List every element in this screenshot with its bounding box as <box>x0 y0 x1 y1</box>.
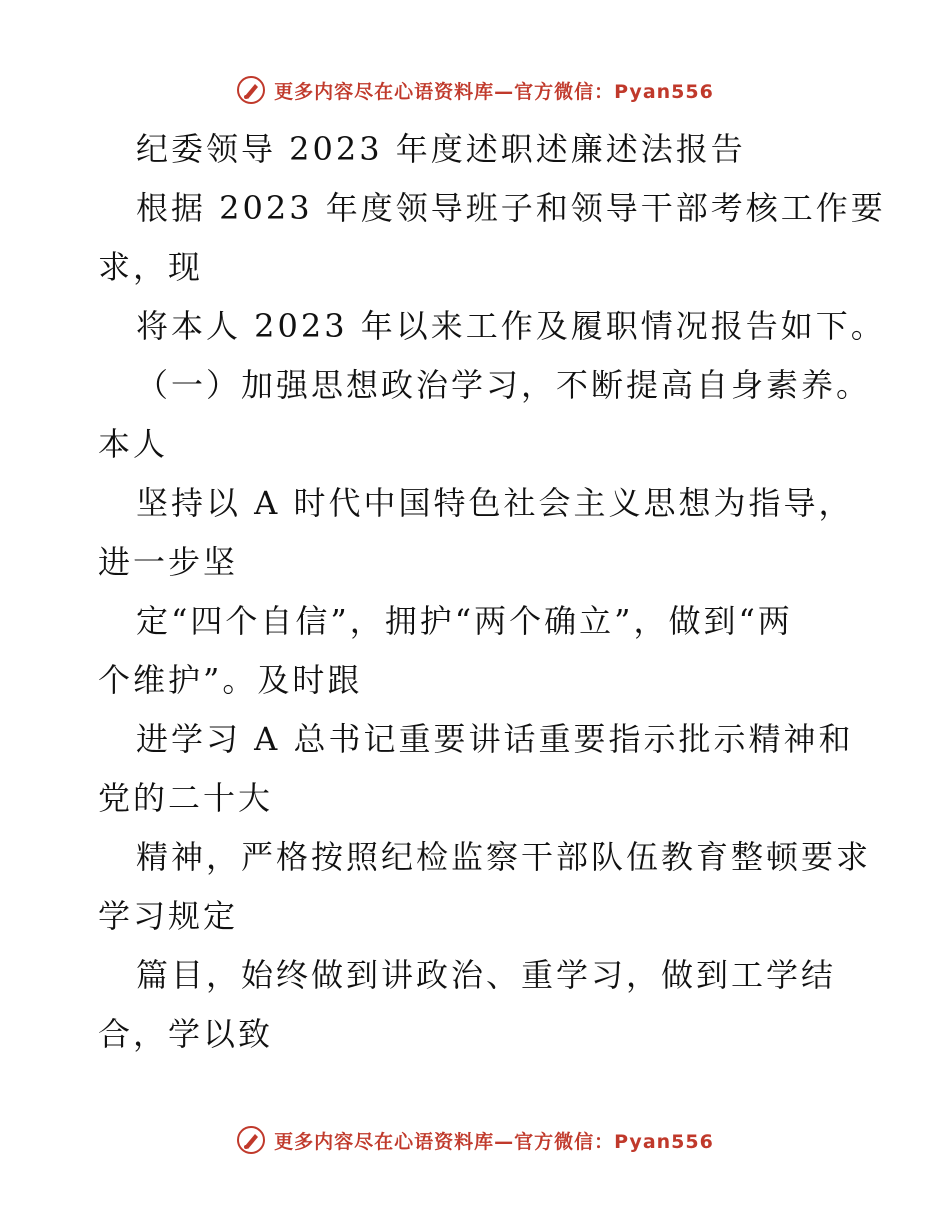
text-line: 合，学以致 <box>98 1015 274 1053</box>
watermark-text: 更多内容尽在心语资料库—官方微信：Pyan556 <box>274 80 714 103</box>
text-line: 篇目，始终做到讲政治、重学习，做到工学结 <box>136 956 837 994</box>
document-body <box>98 120 886 1064</box>
text-line: 党的二十大 <box>98 779 274 817</box>
text-line: 根据 2023 年度领导班子和领导干部考核工作要 <box>136 189 886 227</box>
text-line: 定“四个自信”，拥护“两个确立”，做到“两 <box>136 602 793 640</box>
text-line: 坚持以 A 时代中国特色社会主义思想为指导， <box>136 484 854 522</box>
pen-logo-icon <box>236 1125 266 1155</box>
watermark-text: 更多内容尽在心语资料库—官方微信：Pyan556 <box>274 1130 714 1153</box>
text-line: 纪委领导 2023 年度述职述廉述法报告 <box>136 130 746 168</box>
text-line: （一）加强思想政治学习，不断提高自身素养。 <box>136 366 872 404</box>
watermark-top <box>0 70 950 110</box>
text-line: 进一步坚 <box>98 543 239 581</box>
text-line: 求，现 <box>98 248 204 286</box>
watermark-bottom <box>0 1120 950 1160</box>
text-line: 本人 <box>98 425 169 463</box>
text-line: 个维护”。及时跟 <box>98 661 363 699</box>
text-line: 进学习 A 总书记重要讲话重要指示批示精神和 <box>136 720 854 758</box>
pen-logo-icon <box>236 75 266 105</box>
text-line: 精神，严格按照纪检监察干部队伍教育整顿要求 <box>136 838 872 876</box>
text-line: 将本人 2023 年以来工作及履职情况报告如下。 <box>136 307 886 345</box>
text-line: 学习规定 <box>98 897 239 935</box>
